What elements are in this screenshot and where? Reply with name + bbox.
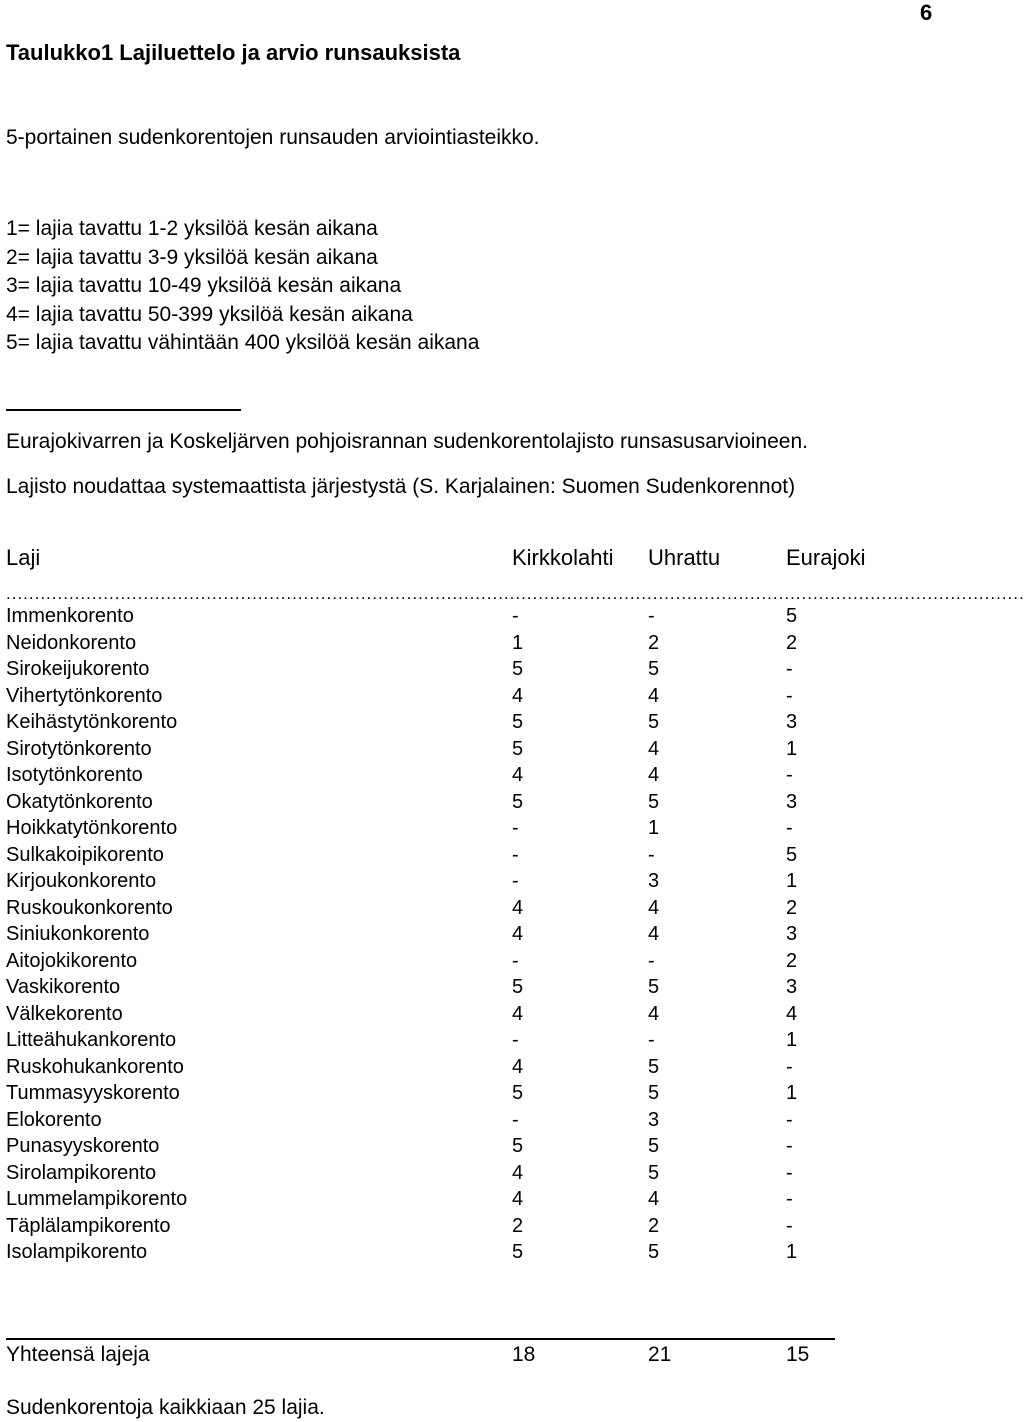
eurajoki-value: 1	[786, 870, 798, 892]
table-row	[6, 1133, 906, 1160]
kirkkolahti-value: 4	[512, 764, 524, 786]
table-row	[6, 895, 906, 922]
species-name: Isolampikorento	[6, 1241, 148, 1263]
uhrattu-value: 5	[648, 1082, 660, 1104]
page-title: Taulukko1 Lajiluettelo ja arvio runsauksista	[6, 40, 461, 65]
scale-item: 3= lajia tavattu 10-49 yksilöä kesän aikana	[6, 274, 402, 297]
species-name: Lummelampikorento	[6, 1188, 188, 1210]
kirkkolahti-value: 4	[512, 923, 524, 945]
eurajoki-value: 1	[786, 737, 798, 760]
kirkkolahti-value: -	[512, 605, 519, 627]
species-name: Keihästytönkorento	[6, 711, 178, 733]
table-row	[6, 1160, 906, 1187]
uhrattu-value: 4	[648, 1002, 660, 1025]
table-row	[6, 868, 906, 895]
divider	[6, 409, 241, 411]
eurajoki-value: 3	[786, 923, 798, 945]
kirkkolahti-value: 2	[512, 1214, 524, 1237]
eurajoki-value: 1	[786, 1082, 798, 1104]
table-row	[6, 1027, 906, 1054]
kirkkolahti-value: 5	[512, 790, 524, 813]
kirkkolahti-value: -	[512, 1029, 519, 1051]
kirkkolahti-value: -	[512, 843, 519, 866]
uhrattu-value: 5	[648, 1241, 660, 1263]
scale-list	[6, 215, 479, 358]
table-row	[6, 630, 906, 657]
table-row	[6, 1054, 906, 1081]
eurajoki-value: -	[786, 684, 793, 707]
kirkkolahti-value: 4	[512, 1161, 524, 1184]
total-eurajoki: 15	[786, 1343, 810, 1366]
table-row	[6, 789, 906, 816]
eurajoki-value: 3	[786, 790, 798, 813]
table-row	[6, 948, 906, 975]
table-row	[6, 921, 906, 948]
kirkkolahti-value: -	[512, 870, 519, 892]
uhrattu-value: 4	[648, 737, 660, 760]
uhrattu-value: -	[648, 1029, 655, 1051]
eurajoki-value: 1	[786, 1241, 798, 1263]
uhrattu-value: -	[648, 949, 655, 972]
kirkkolahti-value: -	[512, 949, 519, 972]
eurajoki-value: 2	[786, 631, 798, 654]
table-row	[6, 815, 906, 842]
uhrattu-value: 4	[648, 923, 660, 945]
table-row	[6, 683, 906, 710]
species-name: Sulkakoipikorento	[6, 843, 164, 866]
eurajoki-value: -	[786, 1135, 793, 1157]
eurajoki-value: 3	[786, 711, 798, 733]
total-row	[6, 1343, 906, 1371]
description-line-2: Lajisto noudattaa systemaattista järjestystä (S. Karjalainen: Suomen Sudenkorennot)	[6, 475, 796, 498]
scale-item: 5= lajia tavattu vähintään 400 yksilöä kesän aikana	[6, 331, 480, 354]
uhrattu-value: 5	[648, 711, 660, 733]
table-row	[6, 603, 906, 630]
kirkkolahti-value: 5	[512, 976, 524, 998]
kirkkolahti-value: 4	[512, 1002, 524, 1025]
column-header-eurajoki: Eurajoki	[786, 545, 866, 570]
eurajoki-value: -	[786, 764, 793, 786]
uhrattu-value: 5	[648, 976, 660, 998]
species-name: Litteähukankorento	[6, 1029, 177, 1051]
eurajoki-value: -	[786, 1188, 793, 1210]
table-row	[6, 1186, 906, 1213]
species-name: Vihertytönkorento	[6, 684, 163, 707]
uhrattu-value: 4	[648, 1188, 660, 1210]
table-row	[6, 974, 906, 1001]
species-name: Täplälampikorento	[6, 1214, 171, 1237]
table-row	[6, 1080, 906, 1107]
table-row	[6, 1213, 906, 1240]
species-name: Tummasyyskorento	[6, 1082, 180, 1104]
table-row	[6, 842, 906, 869]
species-name: Siniukonkorento	[6, 923, 150, 945]
table-row	[6, 1001, 906, 1028]
kirkkolahti-value: 5	[512, 1082, 524, 1104]
eurajoki-value: -	[786, 1108, 793, 1131]
total-uhrattu: 21	[648, 1343, 672, 1366]
species-name: Neidonkorento	[6, 631, 137, 654]
eurajoki-value: 4	[786, 1002, 798, 1025]
scale-item: 2= lajia tavattu 3-9 yksilöä kesän aikana	[6, 245, 378, 269]
eurajoki-value: 2	[786, 896, 798, 919]
kirkkolahti-value: 4	[512, 684, 524, 707]
uhrattu-value: 3	[648, 1108, 660, 1131]
species-name: Vaskikorento	[6, 976, 121, 998]
kirkkolahti-value: 5	[512, 711, 524, 733]
species-name: Välkekorento	[6, 1002, 123, 1025]
uhrattu-value: 2	[648, 1214, 660, 1237]
table-row	[6, 1239, 906, 1266]
kirkkolahti-value: 4	[512, 1188, 524, 1210]
table-row	[6, 1107, 906, 1134]
eurajoki-value: -	[786, 1214, 793, 1237]
kirkkolahti-value: 5	[512, 737, 524, 760]
eurajoki-value: 1	[786, 1029, 798, 1051]
uhrattu-value: 5	[648, 790, 660, 813]
uhrattu-value: 5	[648, 658, 660, 680]
kirkkolahti-value: -	[512, 817, 519, 839]
eurajoki-value: 5	[786, 605, 798, 627]
uhrattu-value: 5	[648, 1055, 660, 1078]
column-header-species: Laji	[6, 545, 41, 570]
species-name: Elokorento	[6, 1108, 102, 1131]
scale-item: 4= lajia tavattu 50-399 yksilöä kesän aikana	[6, 302, 413, 326]
species-name: Immenkorento	[6, 605, 134, 627]
kirkkolahti-value: 5	[512, 1241, 524, 1263]
total-label: Yhteensä lajeja	[6, 1343, 150, 1366]
uhrattu-value: 4	[648, 896, 660, 919]
scale-item: 1= lajia tavattu 1-2 yksilöä kesän aikana	[6, 217, 378, 240]
dotted-separator: ..................................................................................................................................................................................	[6, 584, 1025, 603]
uhrattu-value: 3	[648, 870, 660, 892]
kirkkolahti-value: -	[512, 1108, 519, 1131]
kirkkolahti-value: 4	[512, 1055, 524, 1078]
kirkkolahti-value: 5	[512, 1135, 524, 1157]
eurajoki-value: -	[786, 1055, 793, 1078]
uhrattu-value: 4	[648, 684, 660, 707]
uhrattu-value: 5	[648, 1135, 660, 1157]
table-row	[6, 656, 906, 683]
page-number: 6	[920, 0, 933, 25]
total-kirkkolahti: 18	[512, 1343, 536, 1366]
eurajoki-value: -	[786, 817, 793, 839]
footer-note: Sudenkorentoja kaikkiaan 25 lajia.	[6, 1396, 325, 1419]
kirkkolahti-value: 4	[512, 896, 524, 919]
species-name: Hoikkatytönkorento	[6, 817, 178, 839]
species-name: Kirjoukonkorento	[6, 870, 157, 892]
uhrattu-value: 5	[648, 1161, 660, 1184]
table-row	[6, 709, 906, 736]
species-table	[6, 603, 906, 1266]
species-name: Ruskoukonkorento	[6, 896, 173, 919]
column-header-uhrattu: Uhrattu	[648, 545, 721, 570]
uhrattu-value: -	[648, 843, 655, 866]
column-header-kirkkolahti: Kirkkolahti	[512, 545, 614, 570]
total-divider	[6, 1338, 835, 1340]
eurajoki-value: 5	[786, 843, 798, 866]
table-row	[6, 762, 906, 789]
species-name: Sirotytönkorento	[6, 737, 152, 760]
eurajoki-value: 2	[786, 949, 798, 972]
uhrattu-value: 1	[648, 817, 660, 839]
kirkkolahti-value: 1	[512, 631, 524, 654]
species-name: Sirokeijukorento	[6, 658, 150, 680]
species-name: Sirolampikorento	[6, 1161, 157, 1184]
uhrattu-value: 2	[648, 631, 660, 654]
species-name: Ruskohukankorento	[6, 1055, 184, 1078]
scale-intro: 5-portainen sudenkorentojen runsauden arviointiasteikko.	[6, 126, 540, 149]
uhrattu-value: -	[648, 605, 655, 627]
description-line-1: Eurajokivarren ja Koskeljärven pohjoisrannan sudenkorentolajisto runsasusarvioineen.	[6, 430, 808, 453]
table-row	[6, 736, 906, 763]
eurajoki-value: -	[786, 658, 793, 680]
species-name: Isotytönkorento	[6, 764, 143, 786]
kirkkolahti-value: 5	[512, 658, 524, 680]
species-name: Punasyyskorento	[6, 1135, 160, 1157]
eurajoki-value: -	[786, 1161, 793, 1184]
uhrattu-value: 4	[648, 764, 660, 786]
eurajoki-value: 3	[786, 976, 798, 998]
species-name: Okatytönkorento	[6, 790, 153, 813]
species-name: Aitojokikorento	[6, 949, 138, 972]
